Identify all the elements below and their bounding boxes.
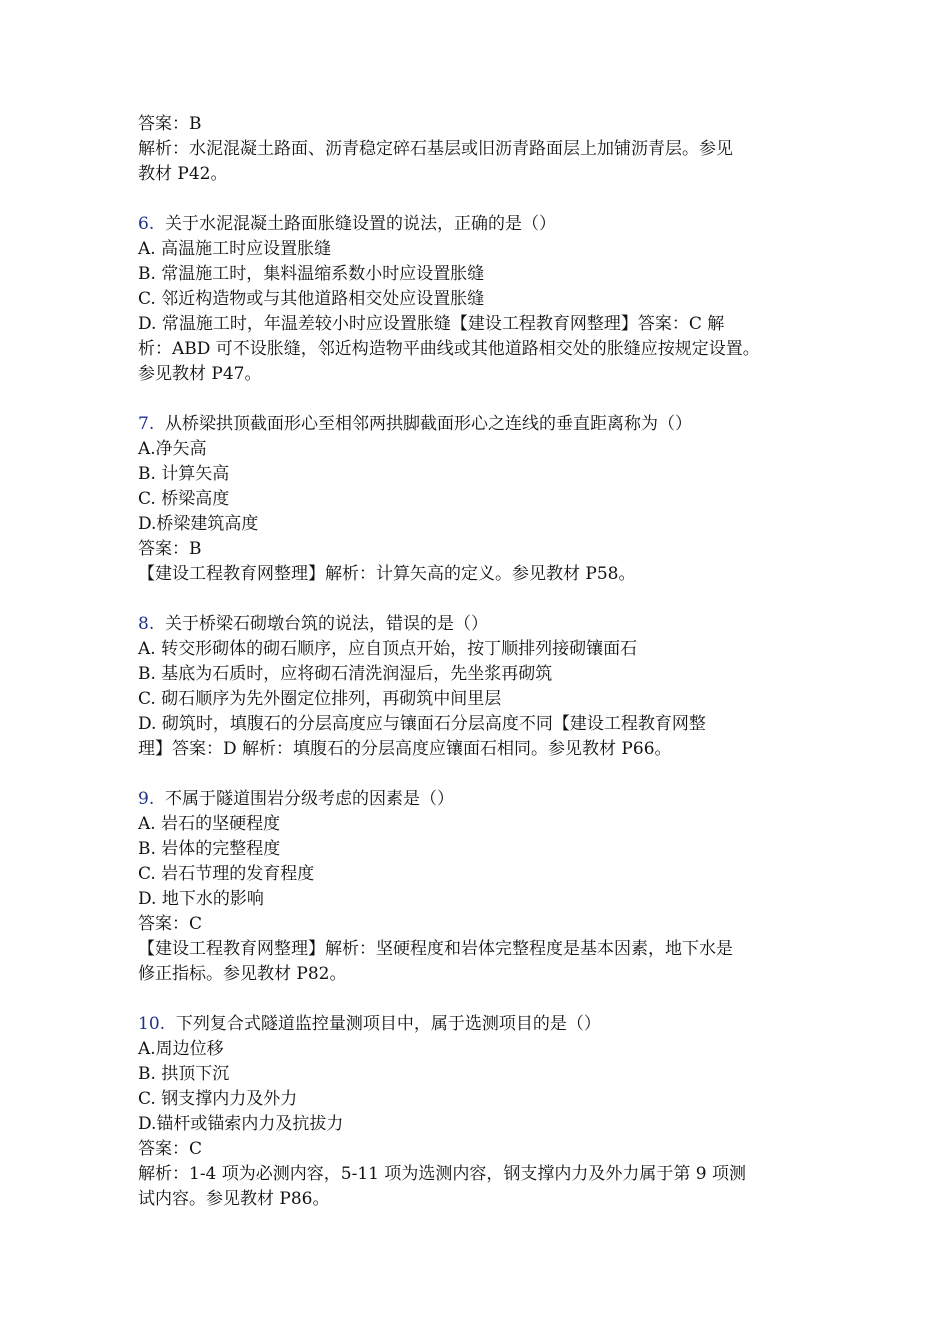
paragraph-gap (138, 387, 838, 412)
question-number: 9. (138, 789, 155, 809)
option-d: D.桥梁建筑高度 (138, 514, 259, 534)
option-d: D. 常温施工时，年温差较小时应设置胀缝【建设工程教育网整理】答案：C 解 (138, 314, 725, 334)
option-b: B. 岩体的完整程度 (138, 839, 281, 859)
explanation-line: 参见教材 P47。 (138, 364, 262, 384)
paragraph-gap (138, 187, 838, 212)
option-c: C. 钢支撑内力及外力 (138, 1089, 298, 1109)
option-a: A.净矢高 (138, 439, 207, 459)
question-7-stem (138, 412, 838, 437)
answer-line: 答案：B (138, 114, 202, 134)
option-c: C. 邻近构造物或与其他道路相交处应设置胀缝 (138, 289, 485, 309)
question-10-stem (138, 1012, 838, 1037)
explanation-line: 【建设工程教育网整理】解析：坚硬程度和岩体完整程度是基本因素，地下水是 (138, 939, 733, 959)
option-b: B. 拱顶下沉 (138, 1064, 230, 1084)
option-c: C. 砌石顺序为先外圈定位排列，再砌筑中间里层 (138, 689, 502, 709)
explanation-line: 理】答案：D 解析：填腹石的分层高度应镶面石相同。参见教材 P66。 (138, 739, 672, 759)
document-page (138, 112, 838, 1212)
option-b: B. 基底为石质时，应将砌石清洗润湿后，先坐浆再砌筑 (138, 664, 553, 684)
question-stem: 不属于隧道围岩分级考虑的因素是（） (165, 789, 455, 809)
option-a: A. 岩石的坚硬程度 (138, 814, 281, 834)
option-d: D. 砌筑时，填腹石的分层高度应与镶面石分层高度不同【建设工程教育网整 (138, 714, 706, 734)
question-number: 10. (138, 1014, 166, 1034)
question-number: 8. (138, 614, 155, 634)
question-number: 6. (138, 214, 155, 234)
paragraph-gap (138, 587, 838, 612)
answer-line: 答案：C (138, 1139, 203, 1159)
question-9-stem (138, 787, 838, 812)
option-a: A. 转交形砌体的砌石顺序，应自顶点开始，按丁顺排列接砌镶面石 (138, 639, 638, 659)
option-d: D. 地下水的影响 (138, 889, 264, 909)
explanation-line: 解析：水泥混凝土路面、沥青稳定碎石基层或旧沥青路面层上加铺沥青层。参见 (138, 139, 733, 159)
option-d: D.锚杆或锚索内力及抗拔力 (138, 1114, 344, 1134)
question-stem: 关于桥梁石砌墩台筑的说法，错误的是（） (165, 614, 489, 634)
paragraph-gap (138, 987, 838, 1012)
question-number: 7. (138, 414, 155, 434)
question-stem: 下列复合式隧道监控量测项目中，属于选测项目的是（） (175, 1014, 601, 1034)
question-stem: 从桥梁拱顶截面形心至相邻两拱脚截面形心之连线的垂直距离称为（） (165, 414, 693, 434)
explanation-line: 解析：1-4 项为必测内容，5-11 项为选测内容，钢支撑内力及外力属于第 9 项测 (138, 1164, 746, 1184)
option-c: C. 岩石节理的发育程度 (138, 864, 315, 884)
explanation-line: 试内容。参见教材 P86。 (138, 1189, 330, 1209)
explanation-line: 修正指标。参见教材 P82。 (138, 964, 347, 984)
explanation-line: 【建设工程教育网整理】解析：计算矢高的定义。参见教材 P58。 (138, 564, 636, 584)
question-stem: 关于水泥混凝土路面胀缝设置的说法，正确的是（） (165, 214, 557, 234)
question-8-stem (138, 612, 838, 637)
option-c: C. 桥梁高度 (138, 489, 230, 509)
answer-line: 答案：B (138, 539, 202, 559)
explanation-line: 析：ABD 可不设胀缝，邻近构造物平曲线或其他道路相交处的胀缝应按规定设置。 (138, 339, 760, 359)
option-b: B. 常温施工时，集料温缩系数小时应设置胀缝 (138, 264, 485, 284)
explanation-line: 教材 P42。 (138, 164, 228, 184)
option-a: A. 高温施工时应设置胀缝 (138, 239, 332, 259)
option-a: A.周边位移 (138, 1039, 224, 1059)
question-6-stem (138, 212, 838, 237)
option-b: B. 计算矢高 (138, 464, 230, 484)
answer-line: 答案：C (138, 914, 203, 934)
paragraph-gap (138, 762, 838, 787)
